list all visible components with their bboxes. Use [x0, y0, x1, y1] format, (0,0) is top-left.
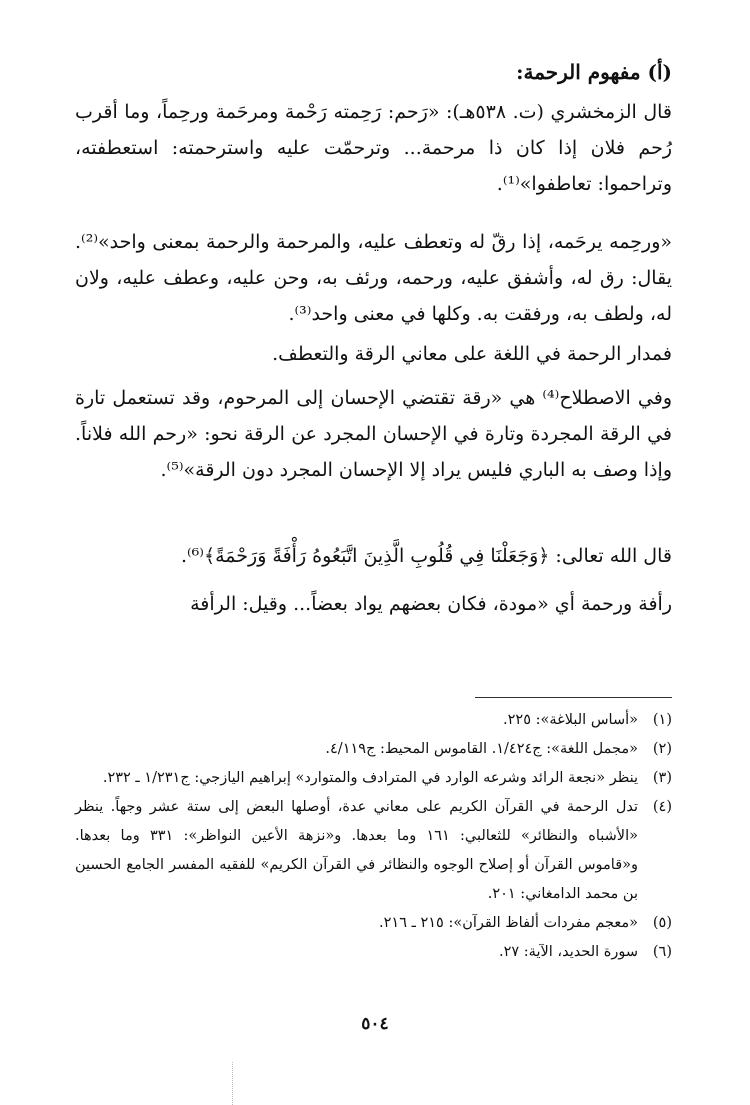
- scan-gutter-mark: [232, 1062, 233, 1105]
- footnote-item: [75, 706, 672, 735]
- footnote-item: [75, 764, 672, 793]
- footnote-number: (٦): [652, 944, 672, 960]
- footnote-text: ينظر «نجعة الرائد وشرعه الوارد في المترادف والمتوارد» إبراهيم اليازجي: ج١/٢٣١ ـ ٢٣٢.: [102, 770, 638, 786]
- footnote-item: [75, 909, 672, 938]
- paragraph-zamakhshari: قال الزمخشري (ت. ٥٣٨هـ): «رَحم: رَحِمته رَحْمة ومرحَمة ورحِماً، وما أقرب رُحم فلان إذا كان ذا مرحمة... وترحمّت عليه واسترحمته: استعطفته، وتراحموا: تعاطفوا»⁽¹⁾.: [75, 101, 673, 195]
- footnote-item: [75, 735, 672, 764]
- footnote-text: «مجمل اللغة»: ج١/٤٢٤. القاموس المحيط: ج٤/١١٩.: [325, 741, 638, 757]
- footnote-text: «أساس البلاغة»: ٢٢٥.: [503, 712, 638, 728]
- footnote-text: تدل الرحمة في القرآن الكريم على معاني عدة، أوصلها البعض إلى ستة عشر وجهاً. ينظر «الأشباه والنظائر» للثعالبي: ١٦١ وما بعدها. و«نزهة الأعين النواظر»: ٣٣١ وما بعدها. و«قاموس القرآن أو إصلاح الوجوه والنظائر في القرآن الكريم» للفقيه المفسر الجامع الحسين بن محمد الدامغاني: ٢٠١.: [75, 799, 638, 902]
- paragraph-quran-verse: قال الله تعالى: ﴿وَجَعَلْنَا فِي قُلُوبِ الَّذِينَ اتَّبَعُوهُ رَأْفَةً وَرَحْمَةً﴾⁽⁶⁾.: [180, 545, 672, 567]
- footnote-number: (٢): [652, 741, 672, 757]
- paragraph-rafa: رأفة ورحمة أي «مودة، فكان بعضهم يواد بعضاً... وقيل: الرأفة: [190, 593, 672, 615]
- footnote-divider: [475, 697, 672, 698]
- footnote-item: [75, 938, 672, 967]
- footnote-number: (١): [652, 712, 672, 728]
- page-number: ٥٠٤: [361, 1014, 389, 1034]
- paragraph-meaning: «ورحِمه يرحَمه، إذا رقّ له وتعطف عليه، والمرحمة والرحمة بمعنى واحد»⁽²⁾. يقال: رق له، وأشفق عليه، ورحمه، ورئف به، وحن عليه، وعطف عليه، ولان له، ولطف به، ورفقت به. وكلها في معنى واحد⁽³⁾.: [75, 231, 672, 325]
- section-heading: (أ) مفهوم الرحمة:: [516, 60, 672, 84]
- paragraph-summary: فمدار الرحمة في اللغة على معاني الرقة والتعطف.: [272, 343, 672, 365]
- footnote-text: سورة الحديد، الآية: ٢٧.: [499, 944, 638, 960]
- footnote-text: «معجم مفردات ألفاظ القرآن»: ٢١٥ ـ ٢١٦.: [379, 915, 638, 931]
- footnote-item: [75, 793, 672, 909]
- footnote-number: (٣): [652, 770, 672, 786]
- footnote-number: (٥): [652, 915, 672, 931]
- paragraph-terminology: وفي الاصطلاح⁽⁴⁾ هي «رقة تقتضي الإحسان إلى المرحوم، وقد تستعمل تارة في الرقة المجردة وتارة في الإحسان المجرد عن الرقة نحو: «رحم الله فلاناً. وإذا وصف به الباري فليس يراد إلا الإحسان المجرد دون الرقة»⁽⁵⁾.: [75, 387, 672, 481]
- footnote-number: (٤): [652, 799, 672, 815]
- footnotes-list: [75, 706, 672, 967]
